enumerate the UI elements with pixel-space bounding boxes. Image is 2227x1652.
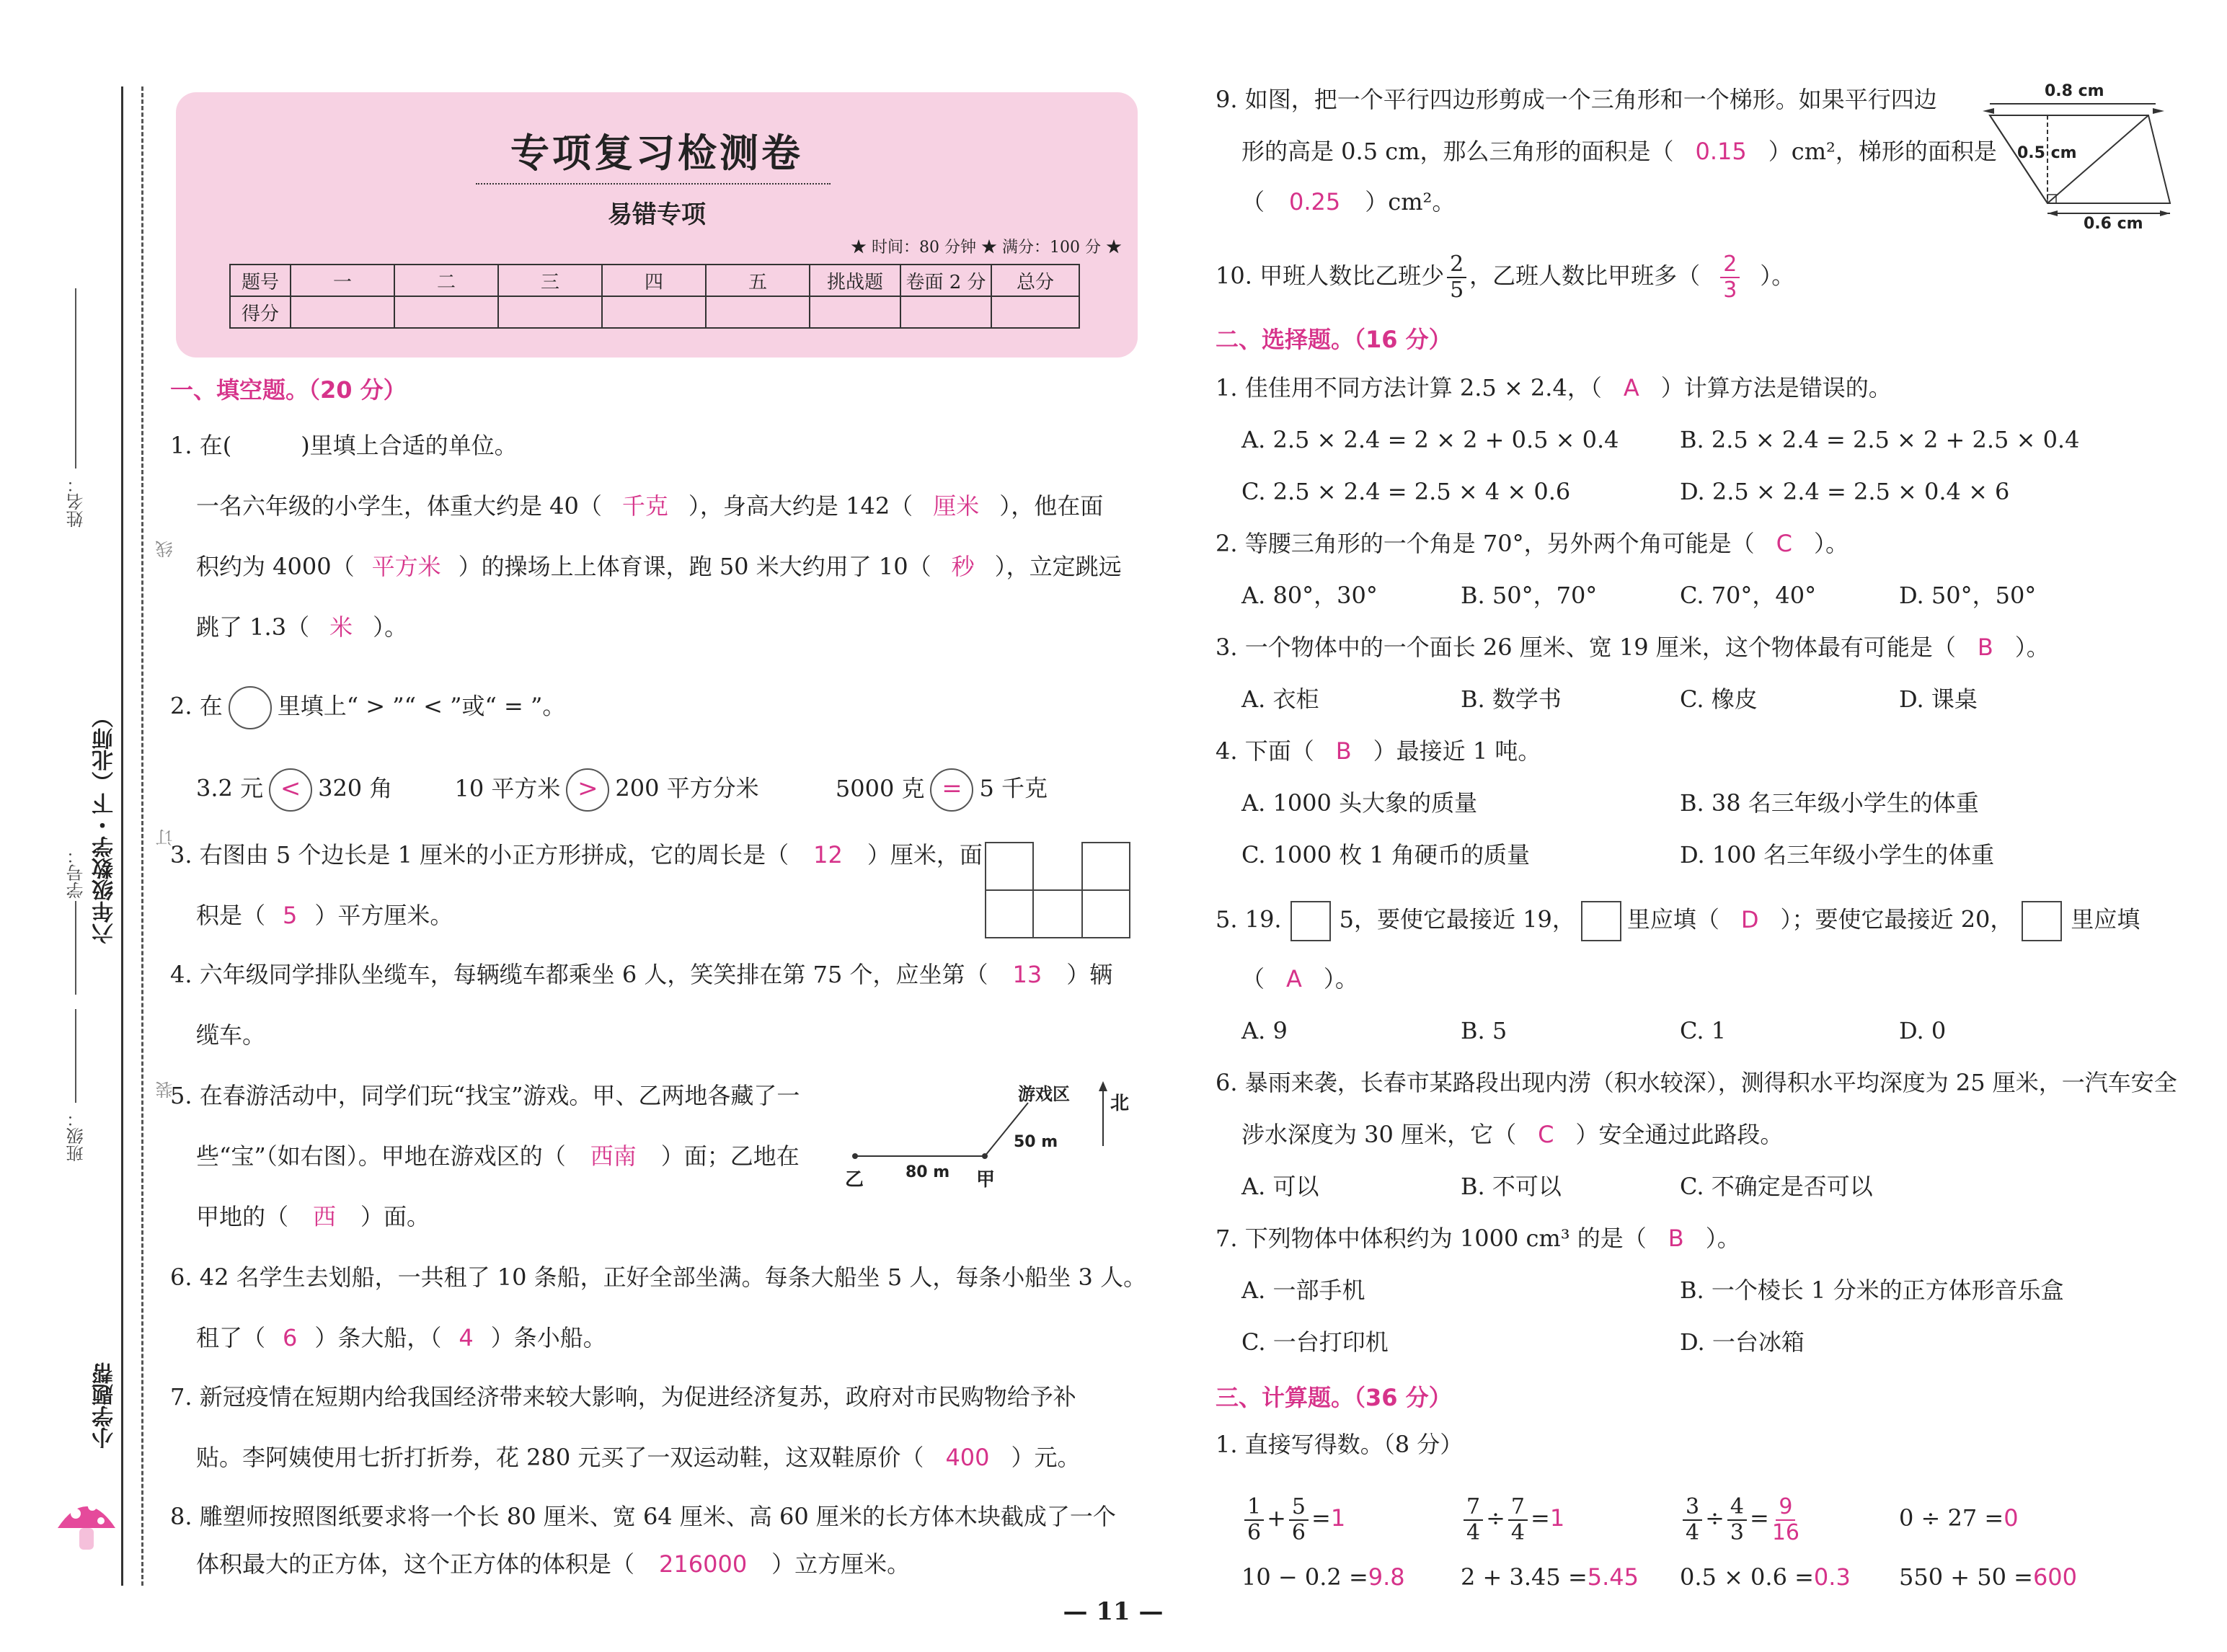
c2-stem: 2. 等腰三角形的一个角是 70°，另外两个角可能是（ C ）。 bbox=[1216, 530, 1849, 557]
c1-stem: 1. 佳佳用不同方法计算 2.5 × 2.4，（ A ）计算方法是错误的。 bbox=[1216, 374, 1892, 401]
answer: A bbox=[1623, 374, 1639, 401]
q8-line1: 8. 雕塑师按照图纸要求将一个长 80 厘米、宽 64 厘米、高 60 厘米的长方体木块截成了一个 bbox=[170, 1503, 1116, 1530]
c4-stem: 4. 下面（ B ）最接近 1 吨。 bbox=[1216, 737, 1541, 765]
score-cell[interactable] bbox=[291, 296, 394, 328]
q4-line1: 4. 六年级同学排队坐缆车，每辆缆车都乘坐 6 人，笑笑排在第 75 个，应坐第（ 13 ）辆 bbox=[170, 961, 1113, 988]
calc-expr-1: $\frac{1}{6}$ + $\frac{5}{6}$ =1 bbox=[1241, 1489, 1345, 1547]
c7-option-d: D. 一台冰箱 bbox=[1680, 1328, 1805, 1356]
calc-expr-4: 0 ÷ 27 =0 bbox=[1899, 1504, 2019, 1532]
q10: 10. 甲班人数比乙班少 $\frac{2}{5}$ ，乙班人数比甲班多（ $\frac{2}{3}$ ）。 bbox=[1216, 252, 1795, 303]
c5-stem-cont: （ A ）。 bbox=[1241, 965, 1358, 992]
score-input-row bbox=[230, 296, 1079, 328]
binding-solid-line bbox=[121, 86, 123, 1586]
q1-line1: 一名六年级的小学生，体重大约是 40（ 千克 ），身高大约是 142（ 厘米 ），他在面 bbox=[196, 492, 1104, 520]
answer: 米 bbox=[329, 613, 353, 641]
calc-expr-3: $\frac{3}{4}$ ÷ $\frac{4}{3}$ = $\frac{9}{16}$ bbox=[1680, 1489, 1802, 1547]
answer: 0 bbox=[2004, 1504, 2019, 1532]
q5-line1: 5. 在春游活动中，同学们玩“找宝”游戏。甲、乙两地各藏了一 bbox=[170, 1082, 800, 1109]
class-underline bbox=[75, 1009, 76, 1103]
c7-option-c: C. 一台打印机 bbox=[1241, 1328, 1389, 1356]
answer: 5.45 bbox=[1587, 1563, 1639, 1591]
answer: 9.8 bbox=[1368, 1563, 1405, 1591]
score-row-label: 得分 bbox=[230, 296, 291, 328]
answer: 4 bbox=[459, 1324, 474, 1351]
c2-option-c: C. 70°，40° bbox=[1680, 582, 1817, 609]
brand-label: 小学题帮 bbox=[92, 1362, 118, 1449]
calc-expr-5: 10 − 0.2 =9.8 bbox=[1241, 1563, 1405, 1591]
q7-line1: 7. 新冠疫情在短期内给我国经济带来较大影响，为促进经济复苏，政府对市民购物给予补 bbox=[170, 1383, 1076, 1411]
q3-line1: 3. 右图由 5 个边长是 1 厘米的小正方形拼成，它的周长是（ 12 ）厘米，面 bbox=[170, 841, 983, 869]
answer: 西南 bbox=[590, 1142, 637, 1170]
q4-line2: 缆车。 bbox=[196, 1021, 266, 1049]
q9-parallelogram-figure bbox=[1975, 79, 2177, 238]
c6-line1: 6. 暴雨来袭，长春市某路段出现内涝（积水较深），测得积水平均深度为 25 厘米，一汽车安全 bbox=[1216, 1069, 2177, 1096]
c5-option-b: B. 5 bbox=[1461, 1017, 1507, 1044]
north-label: 北 bbox=[1110, 1093, 1130, 1114]
answer: D bbox=[1740, 905, 1759, 933]
score-cell[interactable] bbox=[394, 296, 498, 328]
c7-option-a: A. 一部手机 bbox=[1241, 1276, 1365, 1304]
score-header: 二 bbox=[394, 265, 498, 296]
answer: 13 bbox=[1012, 961, 1042, 988]
exam-meta: ★ 时间：80 分钟 ★ 满分：100 分 ★ bbox=[851, 239, 1122, 257]
answer: 0.3 bbox=[1813, 1563, 1851, 1591]
name-label: 姓名： bbox=[66, 476, 87, 528]
calc-expr-8: 550 + 50 =600 bbox=[1899, 1563, 2078, 1591]
score-header: 卷面 2 分 bbox=[900, 265, 991, 296]
dim-height: 0.5 cm bbox=[2017, 144, 2077, 162]
c6-line2: 涉水深度为 30 厘米，它（ C ）安全通过此路段。 bbox=[1241, 1121, 1784, 1148]
section-choice: 二、选择题。（16 分） bbox=[1216, 326, 1452, 353]
score-cell[interactable] bbox=[706, 296, 810, 328]
blank-box bbox=[1581, 901, 1621, 941]
answer: 400 bbox=[945, 1444, 990, 1471]
answer: 1 bbox=[1549, 1504, 1565, 1532]
q9-line1: 9. 如图，把一个平行四边形剪成一个三角形和一个梯形。如果平行四边 bbox=[1216, 86, 1937, 113]
c7-stem: 7. 下列物体中体积约为 1000 cm³ 的是（ B ）。 bbox=[1216, 1225, 1740, 1252]
answer: C bbox=[1538, 1121, 1554, 1148]
answer: 600 bbox=[2032, 1563, 2078, 1591]
answer: 平方米 bbox=[371, 553, 441, 580]
score-header: 题号 bbox=[230, 265, 291, 296]
q3-squares-figure bbox=[985, 842, 1132, 943]
q6-line1: 6. 42 名学生去划船，一共租了 10 条船，正好全部坐满。每条大船坐 5 人，每条小船坐 3 人。 bbox=[170, 1264, 1147, 1291]
binding-dashed-line bbox=[141, 86, 143, 1586]
q2-stem: 2. 在 里填上“ > ”“ < ”或“ = ”。 bbox=[170, 686, 565, 729]
answer: 6 bbox=[283, 1324, 298, 1351]
title-divider bbox=[476, 183, 831, 185]
q9-line2: 形的高是 0.5 cm，那么三角形的面积是（ 0.15 ）cm²，梯形的面积是 bbox=[1241, 138, 1997, 165]
answer-fraction: $\frac{9}{16}$ bbox=[1771, 1493, 1799, 1545]
c3-option-c: C. 橡皮 bbox=[1680, 685, 1758, 713]
answer: 0.15 bbox=[1695, 138, 1747, 165]
c2-option-d: D. 50°，50° bbox=[1899, 582, 2037, 609]
c5-option-c: C. 1 bbox=[1680, 1017, 1727, 1044]
q5-map-figure bbox=[829, 1074, 1146, 1196]
c4-option-c: C. 1000 枚 1 角硬币的质量 bbox=[1241, 841, 1531, 869]
score-cell[interactable] bbox=[810, 296, 900, 328]
id-label: 学号： bbox=[66, 847, 87, 899]
section-calculation: 三、计算题。（36 分） bbox=[1216, 1384, 1452, 1411]
c6-option-c: C. 不确定是否可以 bbox=[1680, 1173, 1873, 1200]
score-cell[interactable] bbox=[991, 296, 1079, 328]
point-jia: 甲 bbox=[976, 1169, 996, 1191]
section-fill-blank: 一、填空题。（20 分） bbox=[170, 376, 407, 404]
name-underline bbox=[75, 288, 76, 468]
answer: B bbox=[1977, 634, 1993, 661]
c1-option-a: A. 2.5 × 2.4 = 2 × 2 + 0.5 × 0.4 bbox=[1241, 426, 1619, 453]
distance-50: 50 m bbox=[1014, 1133, 1058, 1151]
answer: 西 bbox=[313, 1203, 337, 1230]
answer: 秒 bbox=[951, 553, 975, 580]
score-header: 三 bbox=[498, 265, 602, 296]
answer: 12 bbox=[813, 841, 843, 869]
c3-option-a: A. 衣柜 bbox=[1241, 685, 1319, 713]
q2-comparisons: 3.2 元 < 320 角 10 平方米 > 200 平方分米 5000 克 = 5 千克 bbox=[196, 768, 1048, 812]
id-underline bbox=[75, 901, 76, 995]
compare-circle: > bbox=[566, 768, 609, 812]
q6-line2: 租了（ 6 ）条大船，（ 4 ）条小船。 bbox=[196, 1324, 606, 1351]
calc-stem: 1. 直接写得数。（8 分） bbox=[1216, 1431, 1464, 1458]
c1-option-d: D. 2.5 × 2.4 = 2.5 × 0.4 × 6 bbox=[1680, 478, 2010, 505]
score-header: 总分 bbox=[991, 265, 1079, 296]
answer: 千克 bbox=[621, 492, 668, 520]
answer: 0.25 bbox=[1289, 188, 1341, 216]
c1-option-c: C. 2.5 × 2.4 = 2.5 × 4 × 0.6 bbox=[1241, 478, 1571, 505]
answer-fraction: $\frac{2}{3}$ bbox=[1720, 252, 1740, 303]
score-header: 挑战题 bbox=[810, 265, 900, 296]
c3-stem: 3. 一个物体中的一个面长 26 厘米、宽 19 厘米，这个物体最有可能是（ B ）。 bbox=[1216, 634, 2050, 661]
score-header: 五 bbox=[706, 265, 810, 296]
answer: A bbox=[1286, 965, 1302, 992]
answer: B bbox=[1335, 737, 1352, 765]
q9-line3: （ 0.25 ）cm²。 bbox=[1241, 188, 1456, 216]
c1-option-b: B. 2.5 × 2.4 = 2.5 × 2 + 2.5 × 0.4 bbox=[1680, 426, 2080, 453]
c5-option-a: A. 9 bbox=[1241, 1017, 1288, 1044]
cut-char-ding: 订 bbox=[156, 829, 176, 846]
binding-margin bbox=[0, 0, 176, 1652]
c4-option-b: B. 38 名三年级小学生的体重 bbox=[1680, 789, 1979, 817]
c4-option-d: D. 100 名三年级小学生的体重 bbox=[1680, 841, 1995, 869]
calc-expr-6: 2 + 3.45 =5.45 bbox=[1461, 1563, 1639, 1591]
c3-option-b: B. 数学书 bbox=[1461, 685, 1562, 713]
score-cell[interactable] bbox=[602, 296, 706, 328]
answer: 厘米 bbox=[933, 492, 980, 520]
q1-stem: 1. 在( )里填上合适的单位。 bbox=[170, 432, 518, 459]
c2-option-a: A. 80°，30° bbox=[1241, 582, 1378, 609]
point-yi: 乙 bbox=[845, 1169, 864, 1191]
c3-option-d: D. 课桌 bbox=[1899, 685, 1978, 713]
page-subtitle: 易错专项 bbox=[608, 200, 706, 229]
page-title: 专项复习检测卷 bbox=[510, 130, 803, 176]
answer: 216000 bbox=[659, 1550, 748, 1578]
calc-expr-2: $\frac{7}{4}$ ÷ $\frac{7}{4}$ =1 bbox=[1461, 1489, 1564, 1547]
q5-line3: 甲地的（ 西 ）面。 bbox=[196, 1203, 430, 1230]
c5-option-d: D. 0 bbox=[1899, 1017, 1947, 1044]
score-header: 四 bbox=[602, 265, 706, 296]
q8-line2: 体积最大的正方体，这个正方体的体积是（ 216000 ）立方厘米。 bbox=[196, 1550, 911, 1578]
fraction: $\frac{2}{5}$ bbox=[1447, 252, 1466, 303]
compare-circle: < bbox=[269, 768, 312, 812]
blank-box bbox=[1290, 901, 1331, 941]
distance-80: 80 m bbox=[906, 1163, 950, 1181]
c5-stem: 5. 19. 5，要使它最接近 19， 里应填（ D ）；要使它最接近 20， 里应填 bbox=[1216, 901, 2140, 941]
compare-circle: = bbox=[930, 768, 973, 812]
cut-char-zhuang: 装 bbox=[156, 1081, 176, 1098]
page-number: — 11 — bbox=[1063, 1597, 1164, 1626]
dim-bottom: 0.6 cm bbox=[2084, 215, 2143, 233]
c6-option-a: A. 可以 bbox=[1241, 1173, 1319, 1200]
c6-option-b: B. 不可以 bbox=[1461, 1173, 1562, 1200]
c4-option-a: A. 1000 头大象的质量 bbox=[1241, 789, 1478, 817]
q1-line2: 积约为 4000（ 平方米 ）的操场上上体育课，跑 50 米大约用了 10（ 秒 ），立定跳远 bbox=[196, 553, 1122, 580]
dim-top: 0.8 cm bbox=[2045, 82, 2104, 100]
answer: 5 bbox=[283, 902, 298, 929]
cut-char-xian: 线 bbox=[156, 541, 176, 558]
blank-box bbox=[2022, 901, 2062, 941]
q5-line2: 些“宝”（如右图）。甲地在游戏区的（ 西南 ）面；乙地在 bbox=[196, 1142, 800, 1170]
c2-option-b: B. 50°，70° bbox=[1461, 582, 1598, 609]
answer: B bbox=[1668, 1225, 1684, 1252]
mushroom-logo bbox=[50, 1485, 123, 1564]
blank-circle bbox=[229, 686, 272, 729]
score-table bbox=[229, 264, 1080, 329]
book-label: 六年级数学・下（北师） bbox=[92, 706, 118, 944]
score-header-row bbox=[230, 265, 1079, 296]
answer: C bbox=[1776, 530, 1792, 557]
answer: 1 bbox=[1330, 1504, 1346, 1532]
q7-line2: 贴。李阿姨使用七折打折券，花 280 元买了一双运动鞋，这双鞋原价（ 400 ）元。 bbox=[196, 1444, 1081, 1471]
q1-line3: 跳了 1.3（ 米 ）。 bbox=[196, 613, 408, 641]
c7-option-b: B. 一个棱长 1 分米的正方体形音乐盒 bbox=[1680, 1276, 2064, 1304]
calc-expr-7: 0.5 × 0.6 =0.3 bbox=[1680, 1563, 1851, 1591]
score-cell[interactable] bbox=[498, 296, 602, 328]
q3-line2: 积是（ 5 ）平方厘米。 bbox=[196, 902, 453, 929]
score-cell[interactable] bbox=[900, 296, 991, 328]
map-area-label: 游戏区 bbox=[1018, 1084, 1070, 1104]
class-label: 班级： bbox=[66, 1110, 87, 1162]
score-header: 一 bbox=[291, 265, 394, 296]
